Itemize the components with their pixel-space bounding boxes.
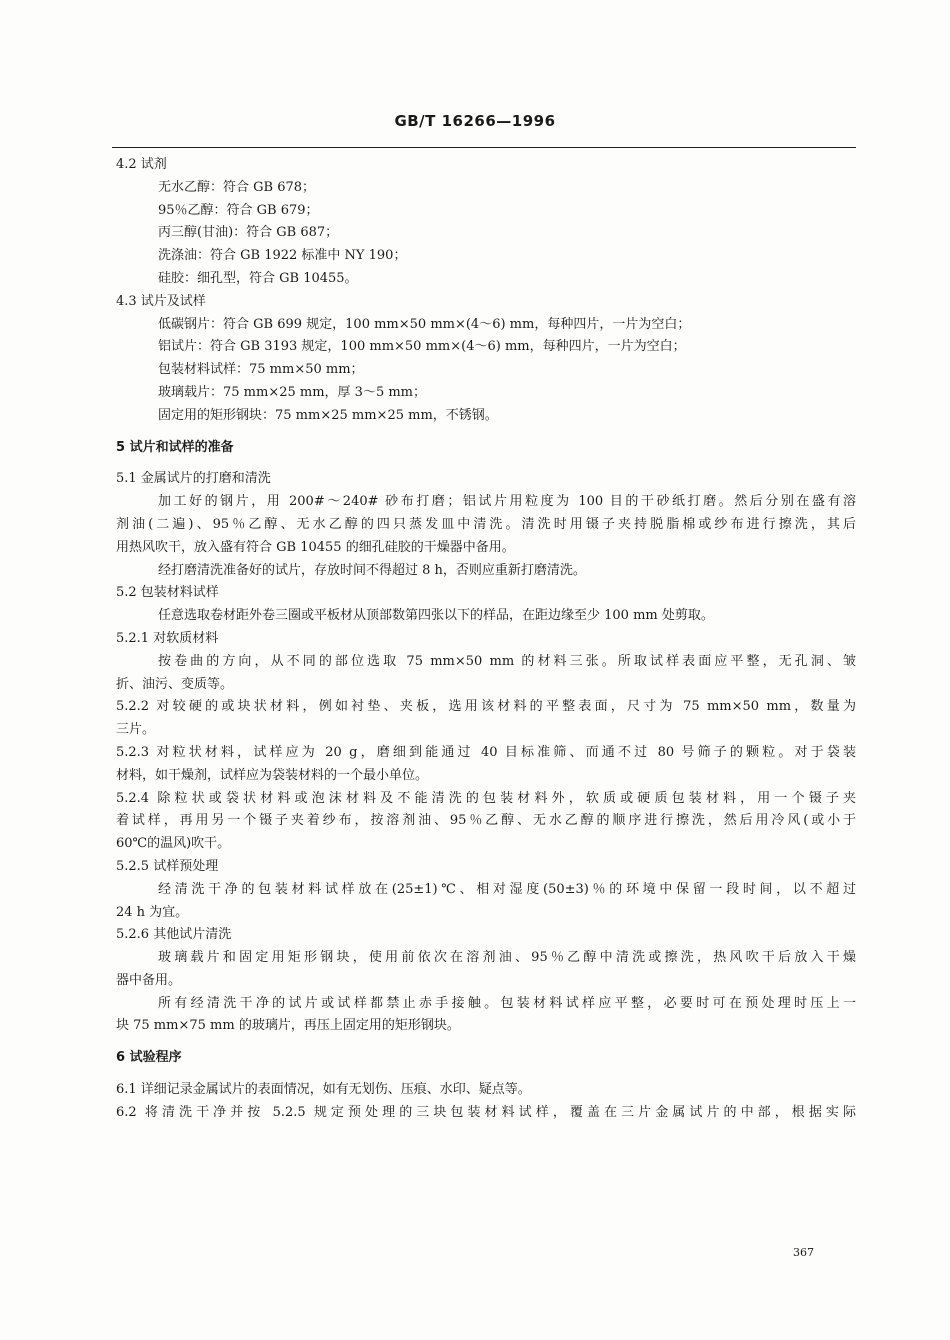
section-5-1-heading: 5.1 金属试片的打磨和清洗: [116, 471, 271, 487]
specimen-item: 包装材料试样：75 mm×50 mm；: [158, 362, 364, 378]
reagent-item: 无水乙醇：符合 GB 678；: [158, 179, 316, 195]
paragraph-line: 所有经清洗干净的试片或试样都禁止赤手接触。包装材料试样应平整，必要时可在预处理时压上一: [158, 995, 856, 1011]
paragraph-line: 用热风吹干，放入盛有符合 GB 10455 的细孔硅胶的干燥器中备用。: [116, 539, 515, 555]
header-rule: [112, 147, 856, 148]
paragraph-line: 折、油污、变质等。: [116, 676, 234, 692]
standard-number-header: GB/T 16266—1996: [394, 112, 556, 130]
section-5-2-5-heading: 5.2.5 试样预处理: [116, 858, 219, 874]
section-5-2-6-heading: 5.2.6 其他试片清洗: [116, 927, 232, 943]
paragraph-line: 24 h 为宜。: [116, 904, 189, 920]
reagent-item: 95％乙醇：符合 GB 679；: [158, 202, 319, 218]
specimen-item: 低碳钢片：符合 GB 699 规定，100 mm×50 mm×(4～6) mm，每种四片，一片为空白；: [158, 316, 691, 332]
section-5-2-4-text: 5.2.4 除粒状或袋状材料或泡沫材料及不能清洗的包装材料外，软质或硬质包装材料，用一个镊子夹: [116, 790, 856, 806]
paragraph-line: 任意选取卷材距外卷三圈或平板材从顶部数第四张以下的样品，在距边缘至少 100 mm 处剪取。: [158, 608, 714, 624]
paragraph-line: 器中备用。: [116, 972, 182, 988]
reagent-item: 丙三醇(甘油)：符合 GB 687；: [158, 225, 339, 241]
paragraph-line: 三片。: [116, 722, 156, 738]
specimen-item: 玻璃载片：75 mm×25 mm，厚 3～5 mm；: [158, 384, 427, 400]
section-4-2-heading: 4.2 试剂: [116, 157, 167, 172]
specimen-item: 铝试片：符合 GB 3193 规定，100 mm×50 mm×(4～6) mm，每种四片，一片为空白；: [158, 339, 686, 355]
section-4-3-heading: 4.3 试片及试样: [116, 293, 206, 309]
paragraph-line: 60℃的温风)吹干。: [116, 836, 231, 852]
specimen-item: 固定用的矩形钢块：75 mm×25 mm×25 mm，不锈钢。: [158, 407, 498, 423]
paragraph-line: 玻璃载片和固定用矩形钢块，使用前依次在溶剂油、95％乙醇中清洗或擦洗，热风吹干后放入干燥: [158, 950, 856, 966]
section-6-heading: 6 试验程序: [116, 1050, 182, 1066]
paragraph-line: 按卷曲的方向，从不同的部位选取 75 mm×50 mm 的材料三张。所取试样表面应平整，无孔洞、皱: [158, 653, 856, 669]
section-5-heading: 5 试片和试样的准备: [116, 439, 234, 455]
paragraph-line: 剂油(二遍)、95％乙醇、无水乙醇的四只蒸发皿中清洗。清洗时用镊子夹持脱脂棉或纱布进行擦洗，其后: [116, 516, 856, 532]
section-5-2-3-text: 5.2.3 对粒状材料，试样应为 20 g，磨细到能通过 40 目标准筛、而通不过 80 号筛子的颗粒。对于袋装: [116, 744, 856, 760]
paragraph-line: 材料，如干燥剂，试样应为袋装材料的一个最小单位。: [116, 767, 429, 783]
paragraph-line: 着试样，再用另一个镊子夹着纱布，按溶剂油、95％乙醇、无水乙醇的顺序进行擦洗，然后用冷风(或小于: [116, 813, 856, 829]
section-5-2-2-text: 5.2.2 对较硬的或块状材料，例如衬垫、夹板，选用该材料的平整表面，尺寸为 75 mm×50 mm，数量为: [116, 699, 856, 715]
paragraph-line: 加工好的钢片，用 200#～240# 砂布打磨；铝试片用粒度为 100 目的干砂纸打磨。然后分别在盛有溶: [158, 494, 856, 510]
paragraph-line: 经清洗干净的包装材料试样放在(25±1)℃、相对湿度(50±3)％的环境中保留一段时间，以不超过: [158, 881, 856, 897]
section-6-1-text: 6.1 详细记录金属试片的表面情况，如有无划伤、压痕、水印、疑点等。: [116, 1082, 531, 1098]
reagent-item: 洗涤油：符合 GB 1922 标准中 NY 190；: [158, 248, 407, 264]
section-5-2-1-heading: 5.2.1 对软质材料: [116, 630, 219, 646]
document-body: [116, 154, 856, 1125]
section-5-2-heading: 5.2 包装材料试样: [116, 585, 219, 601]
paragraph-line: 块 75 mm×75 mm 的玻璃片，再压上固定用的矩形钢块。: [116, 1018, 460, 1034]
section-6-2-text: 6.2 将清洗干净并按 5.2.5 规定预处理的三块包装材料试样，覆盖在三片金属试片的中部，根据实际: [116, 1104, 856, 1120]
page-number: 367: [793, 1246, 814, 1259]
reagent-item: 硅胶：细孔型，符合 GB 10455。: [158, 270, 358, 286]
paragraph-line: 经打磨清洗准备好的试片，存放时间不得超过 8 h，否则应重新打磨清洗。: [158, 562, 586, 578]
